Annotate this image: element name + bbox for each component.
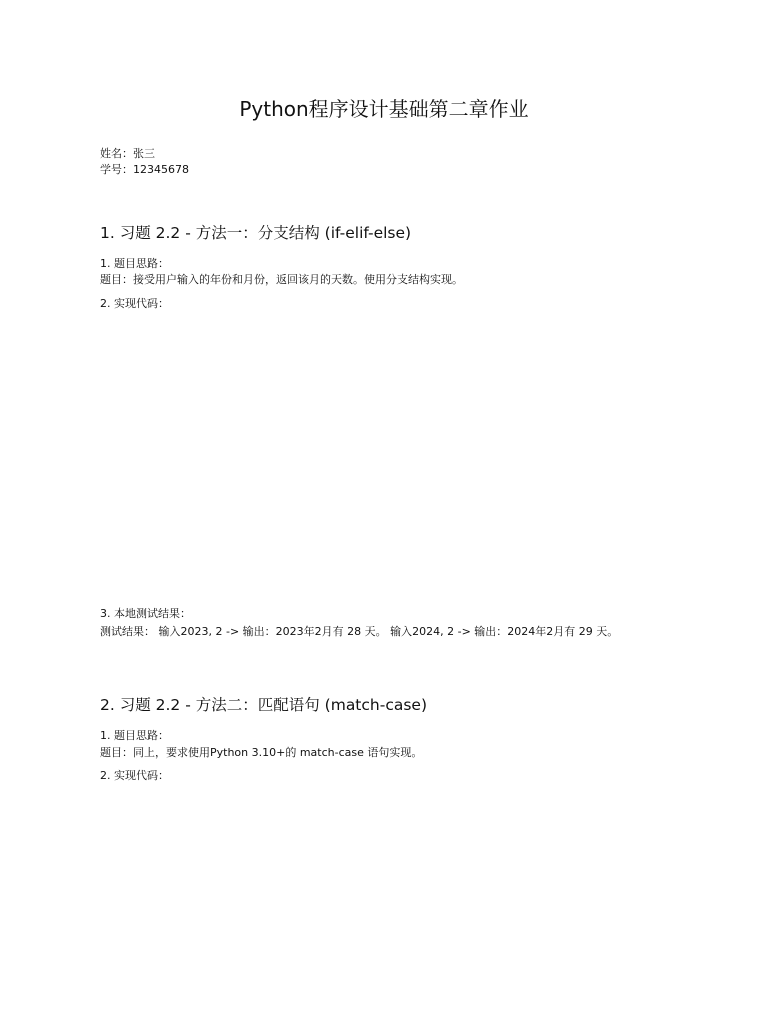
section-heading: 1. 习题 2.2 - 方法一：分支结构 (if-elif-else) [100,224,412,242]
idea-text: 题目：接受用户输入的年份和月份，返回该月的天数。使用分支结构实现。 [100,273,463,286]
idea-label: 1. 题目思路： [100,729,169,742]
test-result-text: 测试结果： 输入2023, 2 -> 输出：2023年2月有 28 天。 输入2024, 2 -> 输出：2024年2月有 29 天。 [100,625,619,638]
student-name: 姓名：张三 [100,147,155,160]
section-heading: 2. 习题 2.2 - 方法二：匹配语句 (match-case) [100,696,428,714]
code-label: 2. 实现代码： [100,297,169,310]
student-id: 学号：12345678 [100,163,189,176]
test-label: 3. 本地测试结果： [100,607,191,620]
document-title: Python程序设计基础第二章作业 [239,97,529,121]
idea-text: 题目：同上，要求使用Python 3.10+的 match-case 语句实现。 [100,746,423,759]
code-area [100,788,670,1008]
idea-label: 1. 题目思路： [100,257,169,270]
code-area [100,316,670,601]
code-label: 2. 实现代码： [100,769,169,782]
